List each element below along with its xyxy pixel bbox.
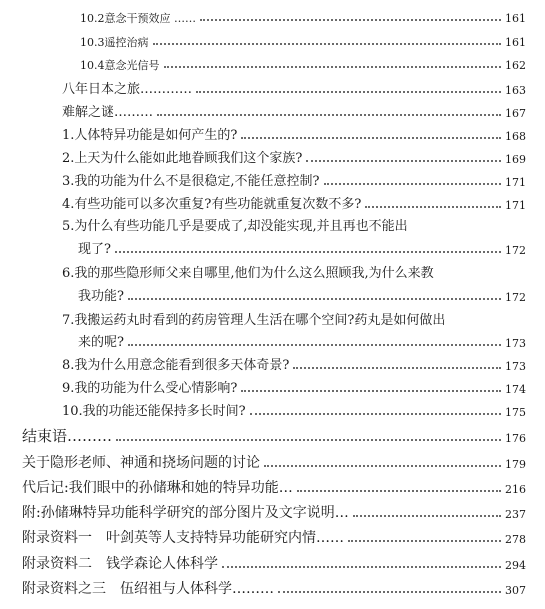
dot-leader xyxy=(200,19,501,21)
entry-title: 附录资料一 叶剑英等人支持特异功能研究内情…… xyxy=(22,530,344,546)
entry-title: 3.我的功能为什么不是很稳定,不能任意控制? xyxy=(62,174,320,189)
page-number: 163 xyxy=(505,84,526,97)
page-number: 307 xyxy=(505,584,526,597)
entry-title: 6.我的那些隐形师父来自哪里,他们为什么这么照顾我,为什么来教 xyxy=(62,266,434,281)
dot-leader xyxy=(222,566,501,568)
page-number: 175 xyxy=(505,406,526,419)
dot-leader xyxy=(353,515,501,517)
dot-leader xyxy=(128,344,501,346)
page-number: 176 xyxy=(505,432,526,445)
page-number: 167 xyxy=(505,107,526,120)
entry-title: 代后记:我们眼中的孙储琳和她的特异功能… xyxy=(22,480,293,496)
dot-leader xyxy=(348,540,501,542)
entry-title: 结束语……… xyxy=(22,427,113,445)
toc-entry xyxy=(62,83,526,96)
entry-title: 2.上天为什么能如此地眷顾我们这个家族? xyxy=(62,151,303,166)
page-number: 179 xyxy=(505,458,526,471)
page-number: 171 xyxy=(505,199,526,212)
entry-title: 附录资料之三 伍绍祖与人体科学……… xyxy=(22,581,274,597)
dot-leader xyxy=(115,251,501,253)
dot-leader xyxy=(293,367,501,369)
page-number: 173 xyxy=(505,360,526,373)
dot-leader xyxy=(278,591,501,593)
toc-entry xyxy=(22,429,526,444)
page-number: 171 xyxy=(505,176,526,189)
entry-title: 1.人体特异功能是如何产生的? xyxy=(62,128,238,143)
entry-title-continuation: 来的呢? xyxy=(78,335,124,350)
dot-leader xyxy=(241,390,501,392)
dot-leader xyxy=(157,114,501,116)
dot-leader xyxy=(241,137,501,139)
toc-entry xyxy=(22,531,526,545)
toc-entry xyxy=(78,336,526,349)
dot-leader xyxy=(116,439,501,441)
page-number: 161 xyxy=(505,36,526,49)
toc-entry xyxy=(62,382,526,395)
toc-entry xyxy=(22,506,526,520)
page-number: 168 xyxy=(505,130,526,143)
entry-title: 4.有些功能可以多次重复?有些功能就重复次数不多? xyxy=(62,197,362,212)
entry-title: 10.2意念干预效应 …… xyxy=(80,12,196,25)
entry-title: 7.我搬运药丸时看到的药房管理人生活在哪个空间?药丸是如何做出 xyxy=(62,313,446,328)
dot-leader xyxy=(365,206,501,208)
toc-entry xyxy=(22,557,526,571)
dot-leader xyxy=(324,183,501,185)
toc-entry xyxy=(80,13,526,24)
dot-leader xyxy=(196,91,501,93)
entry-title: 10.3遥控治病 xyxy=(80,36,149,49)
toc-entry xyxy=(22,582,526,596)
page-number: 174 xyxy=(505,383,526,396)
entry-title: 关于隐形老师、神通和挠场问题的讨论 xyxy=(22,455,260,471)
toc-entry xyxy=(62,129,526,142)
dot-leader xyxy=(306,160,501,162)
dot-leader xyxy=(164,66,502,68)
page-number: 294 xyxy=(505,559,526,572)
toc-entry xyxy=(62,198,526,211)
toc-entry xyxy=(62,152,526,165)
entry-title: 8.我为什么用意念能看到很多天体奇景? xyxy=(62,358,290,373)
page-number: 237 xyxy=(505,508,526,521)
page-number: 278 xyxy=(505,533,526,546)
entry-title: 10.我的功能还能保持多长时间? xyxy=(62,404,246,419)
dot-leader xyxy=(250,413,501,415)
entry-title: 八年日本之旅………… xyxy=(62,82,193,97)
entry-title: 附:孙储琳特异功能科学研究的部分图片及文字说明… xyxy=(22,505,349,521)
entry-title-continuation: 现了? xyxy=(78,242,111,257)
toc-entry xyxy=(22,481,526,495)
entry-title: 9.我的功能为什么受心情影响? xyxy=(62,381,238,396)
dot-leader xyxy=(264,465,501,467)
entry-title: 10.4意念光信号 xyxy=(80,59,160,72)
page-number: 172 xyxy=(505,291,526,304)
dot-leader xyxy=(128,298,501,300)
page-number: 169 xyxy=(505,153,526,166)
toc-entry xyxy=(62,175,526,188)
entry-title-continuation: 我功能? xyxy=(78,289,124,304)
toc-entry xyxy=(80,37,526,48)
page-number: 162 xyxy=(505,59,526,72)
toc-entry xyxy=(22,456,526,470)
toc-entry xyxy=(62,106,526,119)
toc-entry xyxy=(62,359,526,372)
dot-leader xyxy=(153,43,502,45)
entry-title: 难解之谜……… xyxy=(62,105,154,120)
dot-leader xyxy=(297,490,501,492)
toc-entry xyxy=(78,290,526,303)
toc-entry xyxy=(78,243,526,256)
toc-entry xyxy=(80,60,526,71)
page-number: 173 xyxy=(505,337,526,350)
toc-entry xyxy=(62,405,526,418)
page-number: 172 xyxy=(505,244,526,257)
page-number: 216 xyxy=(505,483,526,496)
entry-title: 5.为什么有些功能几乎是要成了,却没能实现,并且再也不能出 xyxy=(62,219,408,234)
entry-title: 附录资料二 钱学森论人体科学 xyxy=(22,556,218,572)
page-number: 161 xyxy=(505,12,526,25)
